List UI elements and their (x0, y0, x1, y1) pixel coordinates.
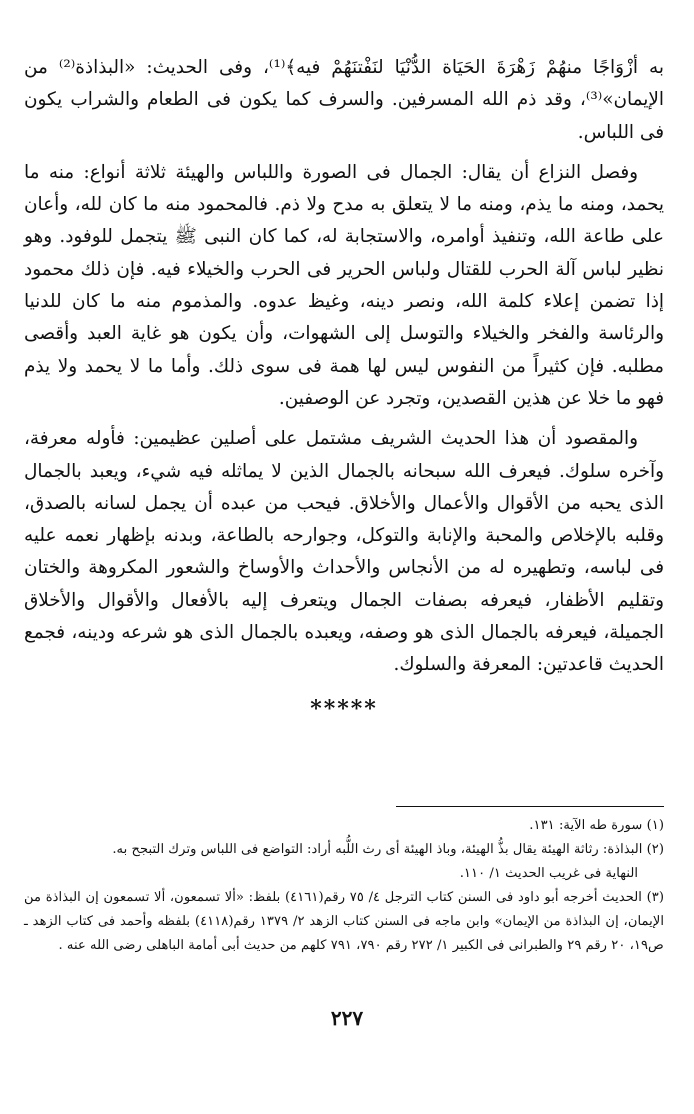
paragraph-1: به أزْوَاجًا منهُمْ زَهْرَةَ الحَيَاة الدُّنْيَا لنَفْتنَهُمْ فيه﴾⁽¹⁾، وفى الحديث: «البذاذة⁽²⁾ من الإيمان»⁽³⁾، وقد ذم الله المسرفين. والسرف كما يكون فى الطعام والشراب يكون فى اللباس. (24, 57, 664, 143)
footnote-3: (٣) الحديث أخرجه أبو داود فى السنن كتاب الترجل ٤/ ٧٥ رقم(٤١٦١) بلفظ: «ألا تسمعون، ألا تسمعون إن البذاذة من الإيمان، إن البذاذة من الإيمان» وابن ماجه فى السنن كتاب الزهد ٢/ ١٣٧٩ رقم(٤١١٨) بلفظه وأحمد فى كتاب الزهد ـ ص١٩، ٢٠ رقم ٢٩ والطبرانى فى الكبير ١/ ٢٧٢ رقم ٧٩٠، ٧٩١ كلهم من حديث أبى أمامة الباهلى رضى الله عنه . (24, 890, 664, 953)
paragraph-3: والمقصود أن هذا الحديث الشريف مشتمل على أصلين عظيمين: فأوله معرفة، وآخره سلوك. فيعرف الله سبحانه بالجمال الذين لا يماثله فيه شيء، ويعبد بالجمال الذى يحبه من الأقوال والأعمال والأخلاق. فيحب من عبده أن يجمل لسانه بالصدق، وقلبه بالإخلاص والمحبة والإنابة والتوكل، وجوارحه بالطاعة، وبدنه بإظهار نعمه عليه فى لباسه، وتطهيره له من الأنجاس والأحداث والأوساخ والشعور المكروهة والختان وتقليم الأظفار، فيعرفه بصفات الجمال ويتعرف إليه بالأفعال والأقوال والأخلاق الجميلة، فيعرفه بالجمال الذى هو وصفه، ويعبده بالجمال الذى هو شرعه ودينه، فجمع الحديث قاعدتين: المعرفة والسلوك. (24, 428, 664, 676)
footnotes (24, 814, 664, 958)
section-separator: ***** (310, 695, 378, 722)
footnote-2-continuation: النهاية فى غريب الحديث ١/ ١١٠. (459, 866, 638, 881)
footnote-1: (١) سورة طه الآية: ١٣١. (529, 818, 664, 833)
page-number: ٢٢٧ (330, 1006, 364, 1030)
footnote-rule (396, 806, 664, 807)
footnote-2: (٢) البذاذة: رثاثة الهيئة يقال بذُّ الهيئة، وباذ الهيئة أى رث اللُّبه أراد: التواضع فى اللباس وترك التبجح به. (112, 842, 664, 857)
paragraph-2: وفصل النزاع أن يقال: الجمال فى الصورة واللباس والهيئة ثلاثة أنواع: منه ما يحمد، ومنه ما يذم، ومنه ما لا يتعلق به مدح ولا ذم. فالمحمود منه ما كان لله، وأعان على طاعة الله، وتنفيذ أوامره، والاستجابة له، كما كان النبى ﷺ يتجمل للوفود. وهو نظير لباس آلة الحرب للقتال ولباس الحرير فى الحرب والخيلاء فيه. فإن ذلك محمود إذا تضمن إعلاء كلمة الله، ونصر دينه، وغيظ عدوه. والمذموم منه ما كان للدنيا والرئاسة والفخر والخيلاء والتوسل إلى الشهوات، وأن يكون هو غاية العبد وأقصى مطلبه. فإن كثيراً من النفوس ليس لها همة فى سوى ذلك. وأما ما لا يحمد ولا يذم فهو ما خلا عن هذين القصدين، وتجرد عن الوصفين. (24, 161, 664, 409)
body-text (24, 52, 664, 682)
